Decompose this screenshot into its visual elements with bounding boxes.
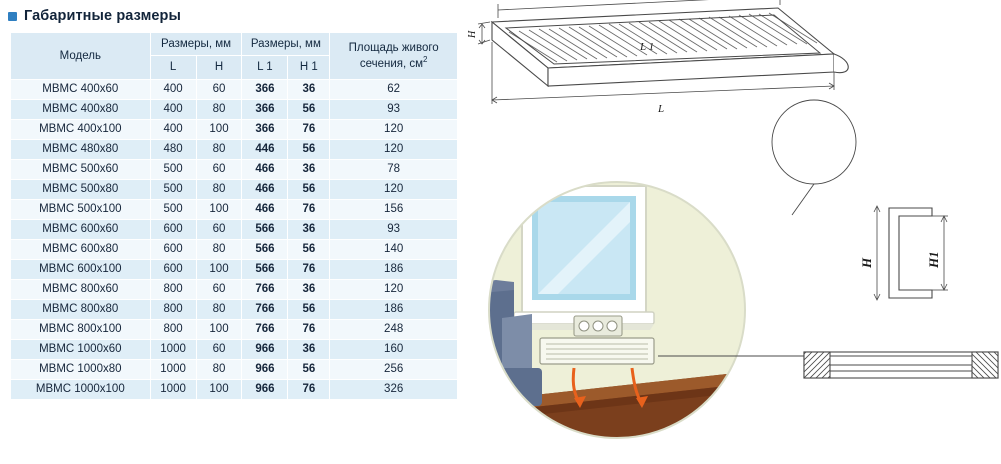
- col-header-area-line2: сечения, см: [359, 57, 424, 70]
- cell-l: 480: [150, 139, 196, 159]
- table-row: [11, 139, 458, 159]
- cell-h: 60: [196, 159, 242, 179]
- grille-isometric-drawing: [492, 8, 848, 86]
- cell-h1: 56: [288, 299, 330, 319]
- cell-h1: 36: [288, 159, 330, 179]
- cell-l1: 366: [242, 79, 288, 99]
- dimension-H-section: [874, 206, 880, 300]
- cell-l: 600: [150, 259, 196, 279]
- cell-l1: 966: [242, 339, 288, 359]
- cell-area: 186: [330, 259, 458, 279]
- cell-h: 100: [196, 259, 242, 279]
- table-head: [11, 33, 458, 80]
- cell-model: МВМС 600х80: [11, 239, 151, 259]
- cell-l1: 566: [242, 219, 288, 239]
- cell-area: 120: [330, 179, 458, 199]
- technical-drawing: [462, 0, 1001, 464]
- illustration-panel: [462, 0, 1001, 464]
- cell-l: 800: [150, 279, 196, 299]
- cell-l1: 766: [242, 299, 288, 319]
- col-header-h1: H 1: [288, 56, 330, 79]
- cell-area: 186: [330, 299, 458, 319]
- dimension-L1-label: L 1: [640, 41, 655, 53]
- cell-model: МВМС 600х60: [11, 219, 151, 239]
- cell-area: 160: [330, 339, 458, 359]
- cell-l: 500: [150, 159, 196, 179]
- cell-area: 120: [330, 139, 458, 159]
- table-row: [11, 99, 458, 119]
- cell-area: 156: [330, 199, 458, 219]
- cell-h: 100: [196, 319, 242, 339]
- cell-h1: 36: [288, 339, 330, 359]
- cell-l1: 566: [242, 259, 288, 279]
- col-header-area: [330, 33, 458, 80]
- cell-l1: 466: [242, 179, 288, 199]
- col-header-model: Модель: [11, 33, 151, 80]
- cell-area: 140: [330, 239, 458, 259]
- cell-l: 1000: [150, 339, 196, 359]
- table-row: [11, 239, 458, 259]
- cell-model: МВМС 500х80: [11, 179, 151, 199]
- cell-model: МВМС 800х60: [11, 279, 151, 299]
- cell-h: 100: [196, 199, 242, 219]
- table-row: [11, 79, 458, 99]
- plan-section-drawing: [804, 352, 998, 378]
- table-row: [11, 299, 458, 319]
- table-header-row-1: [11, 33, 458, 56]
- cell-h: 60: [196, 79, 242, 99]
- cell-area: 78: [330, 159, 458, 179]
- detail-callout-circle: [772, 100, 856, 184]
- table-row: [11, 379, 458, 399]
- dimension-H-section-label: H: [859, 257, 874, 268]
- cell-h: 60: [196, 279, 242, 299]
- cell-l1: 766: [242, 279, 288, 299]
- room-scene-illustration: [480, 182, 804, 438]
- table-row: [11, 199, 458, 219]
- cell-h: 60: [196, 339, 242, 359]
- col-header-l: L: [150, 56, 196, 79]
- cell-h: 80: [196, 239, 242, 259]
- page-title-label: Габаритные размеры: [24, 8, 181, 24]
- cell-model: МВМС 800х80: [11, 299, 151, 319]
- cell-h1: 36: [288, 279, 330, 299]
- dimension-H1-section-label: H1: [926, 251, 941, 268]
- dimensions-table: [10, 32, 458, 400]
- cell-model: МВМС 1000х80: [11, 359, 151, 379]
- cell-l: 800: [150, 299, 196, 319]
- table-row: [11, 339, 458, 359]
- table-row: [11, 279, 458, 299]
- page-title: [8, 8, 181, 24]
- cell-h: 100: [196, 119, 242, 139]
- cell-h: 80: [196, 99, 242, 119]
- cell-l1: 966: [242, 379, 288, 399]
- cell-h1: 76: [288, 199, 330, 219]
- cell-area: 93: [330, 219, 458, 239]
- cell-l: 600: [150, 239, 196, 259]
- cell-model: МВМС 1000х100: [11, 379, 151, 399]
- col-header-area-line1: Площадь живого: [348, 41, 439, 54]
- cell-l1: 466: [242, 199, 288, 219]
- cell-h1: 56: [288, 139, 330, 159]
- table-row: [11, 359, 458, 379]
- cell-l: 500: [150, 199, 196, 219]
- cell-h: 100: [196, 379, 242, 399]
- cell-l: 500: [150, 179, 196, 199]
- cell-area: 256: [330, 359, 458, 379]
- dimensions-table-wrapper: [10, 32, 458, 400]
- cell-area: 120: [330, 119, 458, 139]
- cell-l1: 566: [242, 239, 288, 259]
- detail-callout-leader: [792, 184, 814, 215]
- cell-h: 80: [196, 139, 242, 159]
- cell-h1: 76: [288, 119, 330, 139]
- cell-h1: 56: [288, 179, 330, 199]
- cell-model: МВМС 1000х60: [11, 339, 151, 359]
- dimension-L-bottom-label: L: [658, 103, 665, 115]
- cell-l: 400: [150, 99, 196, 119]
- cell-l: 400: [150, 119, 196, 139]
- cell-h: 80: [196, 359, 242, 379]
- cell-h1: 56: [288, 99, 330, 119]
- bullet-icon: [8, 12, 17, 21]
- cell-h1: 36: [288, 219, 330, 239]
- cell-l1: 966: [242, 359, 288, 379]
- cell-area: 120: [330, 279, 458, 299]
- cell-h: 80: [196, 299, 242, 319]
- table-row: [11, 219, 458, 239]
- cell-h: 80: [196, 179, 242, 199]
- cell-h1: 56: [288, 359, 330, 379]
- table-row: [11, 259, 458, 279]
- cell-area: 326: [330, 379, 458, 399]
- cell-model: МВМС 480х80: [11, 139, 151, 159]
- cell-l1: 446: [242, 139, 288, 159]
- table-row: [11, 159, 458, 179]
- cell-h: 60: [196, 219, 242, 239]
- cell-model: МВМС 800х100: [11, 319, 151, 339]
- dimension-H-isometric: [478, 22, 490, 44]
- cell-h1: 36: [288, 79, 330, 99]
- cell-model: МВМС 400х100: [11, 119, 151, 139]
- col-header-area-sup: 2: [423, 54, 428, 64]
- cell-h1: 76: [288, 259, 330, 279]
- cell-l: 800: [150, 319, 196, 339]
- cell-area: 93: [330, 99, 458, 119]
- cell-h1: 76: [288, 379, 330, 399]
- table-row: [11, 119, 458, 139]
- col-header-group-inner: Размеры, мм: [242, 33, 330, 56]
- table-row: [11, 179, 458, 199]
- dimension-H-label: H: [467, 30, 478, 38]
- cell-model: МВМС 600х100: [11, 259, 151, 279]
- cell-model: МВМС 400х80: [11, 99, 151, 119]
- cell-model: МВМС 500х100: [11, 199, 151, 219]
- cell-area: 248: [330, 319, 458, 339]
- cell-model: МВМС 500х60: [11, 159, 151, 179]
- cell-area: 62: [330, 79, 458, 99]
- table-body: [11, 79, 458, 399]
- cell-h1: 56: [288, 239, 330, 259]
- table-row: [11, 319, 458, 339]
- cell-model: МВМС 400х60: [11, 79, 151, 99]
- cell-l1: 766: [242, 319, 288, 339]
- cell-l1: 466: [242, 159, 288, 179]
- cell-l: 1000: [150, 379, 196, 399]
- cell-l1: 366: [242, 119, 288, 139]
- cell-l: 400: [150, 79, 196, 99]
- cell-l: 1000: [150, 359, 196, 379]
- col-header-l1: L 1: [242, 56, 288, 79]
- cell-l1: 366: [242, 99, 288, 119]
- col-header-h: H: [196, 56, 242, 79]
- col-header-group-outer: Размеры, мм: [150, 33, 242, 56]
- cell-l: 600: [150, 219, 196, 239]
- cell-h1: 76: [288, 319, 330, 339]
